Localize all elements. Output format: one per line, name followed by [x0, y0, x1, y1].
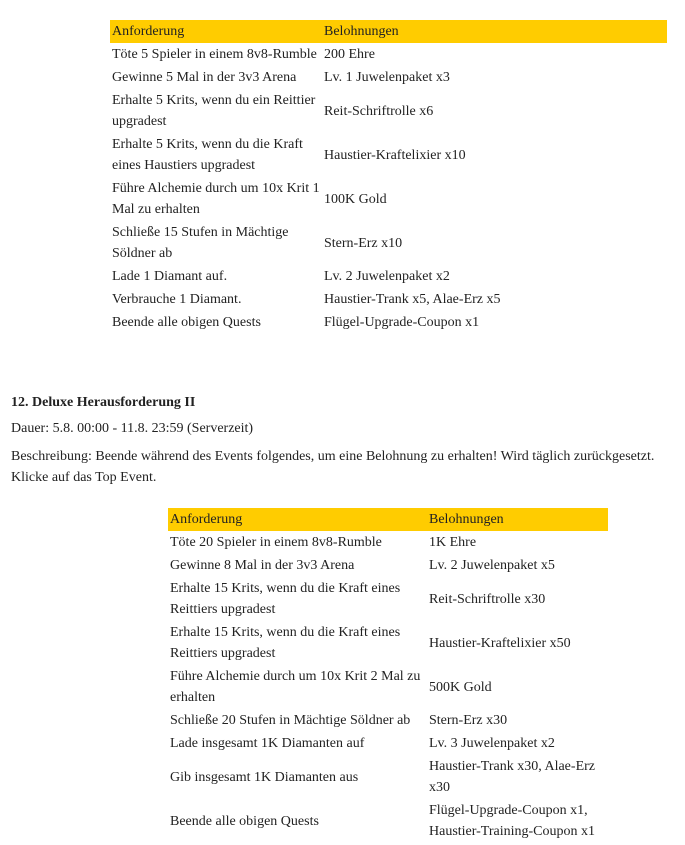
- requirement-cell: Erhalte 15 Krits, wenn du die Kraft eines Reittiers upgradest: [170, 625, 401, 661]
- header-rewards: Belohnungen: [427, 508, 608, 531]
- requirement-cell: Lade insgesamt 1K Diamanten auf: [170, 736, 365, 751]
- table-row: [110, 89, 667, 133]
- table-row: [110, 43, 667, 66]
- requirement-cell: Lade 1 Diamant auf.: [112, 269, 228, 284]
- requirement-cell: Erhalte 15 Krits, wenn du die Kraft eines Reittiers upgradest: [170, 581, 401, 617]
- reward-cell: Lv. 2 Juwelenpaket x5: [429, 558, 555, 573]
- event-duration: Dauer: 5.8. 00:00 - 11.8. 23:59 (Serverzeit): [11, 421, 254, 436]
- reward-cell: Haustier-Trank x5, Alae-Erz x5: [324, 292, 501, 307]
- header-requirement: Anforderung: [110, 20, 322, 43]
- table-header-row: [168, 508, 608, 531]
- requirement-cell: Schließe 20 Stufen in Mächtige Söldner ab: [170, 713, 411, 728]
- reward-cell: Lv. 2 Juwelenpaket x2: [324, 269, 450, 284]
- table-row: [168, 755, 608, 799]
- requirement-cell: Verbrauche 1 Diamant.: [112, 292, 242, 307]
- reward-cell: 100K Gold: [324, 191, 387, 207]
- rewards-table-1: [110, 20, 667, 334]
- reward-cell: Haustier-Trank x30, Alae-Erz x30: [429, 759, 595, 795]
- table-row: [110, 133, 667, 177]
- header-requirement: Anforderung: [168, 508, 427, 531]
- header-rewards: Belohnungen: [322, 20, 667, 43]
- reward-cell: Flügel-Upgrade-Coupon x1: [324, 315, 480, 330]
- requirement-cell: Töte 5 Spieler in einem 8v8-Rumble: [112, 47, 317, 62]
- reward-cell: 500K Gold: [429, 679, 492, 695]
- table-row: [168, 531, 608, 554]
- table-row: [110, 288, 667, 311]
- requirement-cell: Erhalte 5 Krits, wenn du ein Reittier upgradest: [112, 93, 316, 129]
- reward-cell: Haustier-Kraftelixier x10: [324, 147, 466, 163]
- reward-cell: 200 Ehre: [324, 47, 375, 62]
- requirement-cell: Töte 20 Spieler in einem 8v8-Rumble: [170, 535, 382, 550]
- requirement-cell: Führe Alchemie durch um 10x Krit 1 Mal zu erhalten: [112, 181, 320, 217]
- table-row: [110, 66, 667, 89]
- table-row: [110, 177, 667, 221]
- reward-cell: 1K Ehre: [429, 535, 477, 550]
- reward-cell: Stern-Erz x30: [429, 713, 508, 728]
- table-row: [168, 577, 608, 621]
- rewards-table-2: [168, 508, 608, 843]
- table-row: [168, 709, 608, 732]
- table-row: [168, 799, 608, 843]
- event-description: Beschreibung: Beende während des Events folgendes, um eine Belohnung zu erhalten! Wird täglich zurückgesetzt. Klicke auf das Top Event.: [11, 449, 655, 485]
- requirement-cell: Führe Alchemie durch um 10x Krit 2 Mal zu erhalten: [170, 669, 421, 705]
- requirement-cell: Gib insgesamt 1K Diamanten aus: [170, 769, 359, 785]
- requirement-cell: Beende alle obigen Quests: [170, 813, 319, 829]
- requirement-cell: Gewinne 5 Mal in der 3v3 Arena: [112, 70, 297, 85]
- requirement-cell: Schließe 15 Stufen in Mächtige Söldner ab: [112, 225, 289, 261]
- reward-cell: Reit-Schriftrolle x30: [429, 591, 546, 607]
- table-header-row: [110, 20, 667, 43]
- reward-cell: Lv. 3 Juwelenpaket x2: [429, 736, 555, 751]
- reward-cell: Stern-Erz x10: [324, 235, 403, 251]
- reward-cell: Flügel-Upgrade-Coupon x1, Haustier-Training-Coupon x1: [429, 803, 596, 839]
- table-row: [110, 265, 667, 288]
- requirement-cell: Beende alle obigen Quests: [112, 315, 261, 330]
- table-row: [168, 621, 608, 665]
- reward-cell: Lv. 1 Juwelenpaket x3: [324, 70, 450, 85]
- table-row: [168, 665, 608, 709]
- table-row: [110, 311, 667, 334]
- table-row: [168, 732, 608, 755]
- reward-cell: Reit-Schriftrolle x6: [324, 103, 434, 119]
- table-row: [110, 221, 667, 265]
- section-title: 12. Deluxe Herausforderung II: [11, 395, 196, 410]
- requirement-cell: Gewinne 8 Mal in der 3v3 Arena: [170, 558, 355, 573]
- requirement-cell: Erhalte 5 Krits, wenn du die Kraft eines Haustiers upgradest: [112, 137, 303, 173]
- reward-cell: Haustier-Kraftelixier x50: [429, 635, 571, 651]
- table-row: [168, 554, 608, 577]
